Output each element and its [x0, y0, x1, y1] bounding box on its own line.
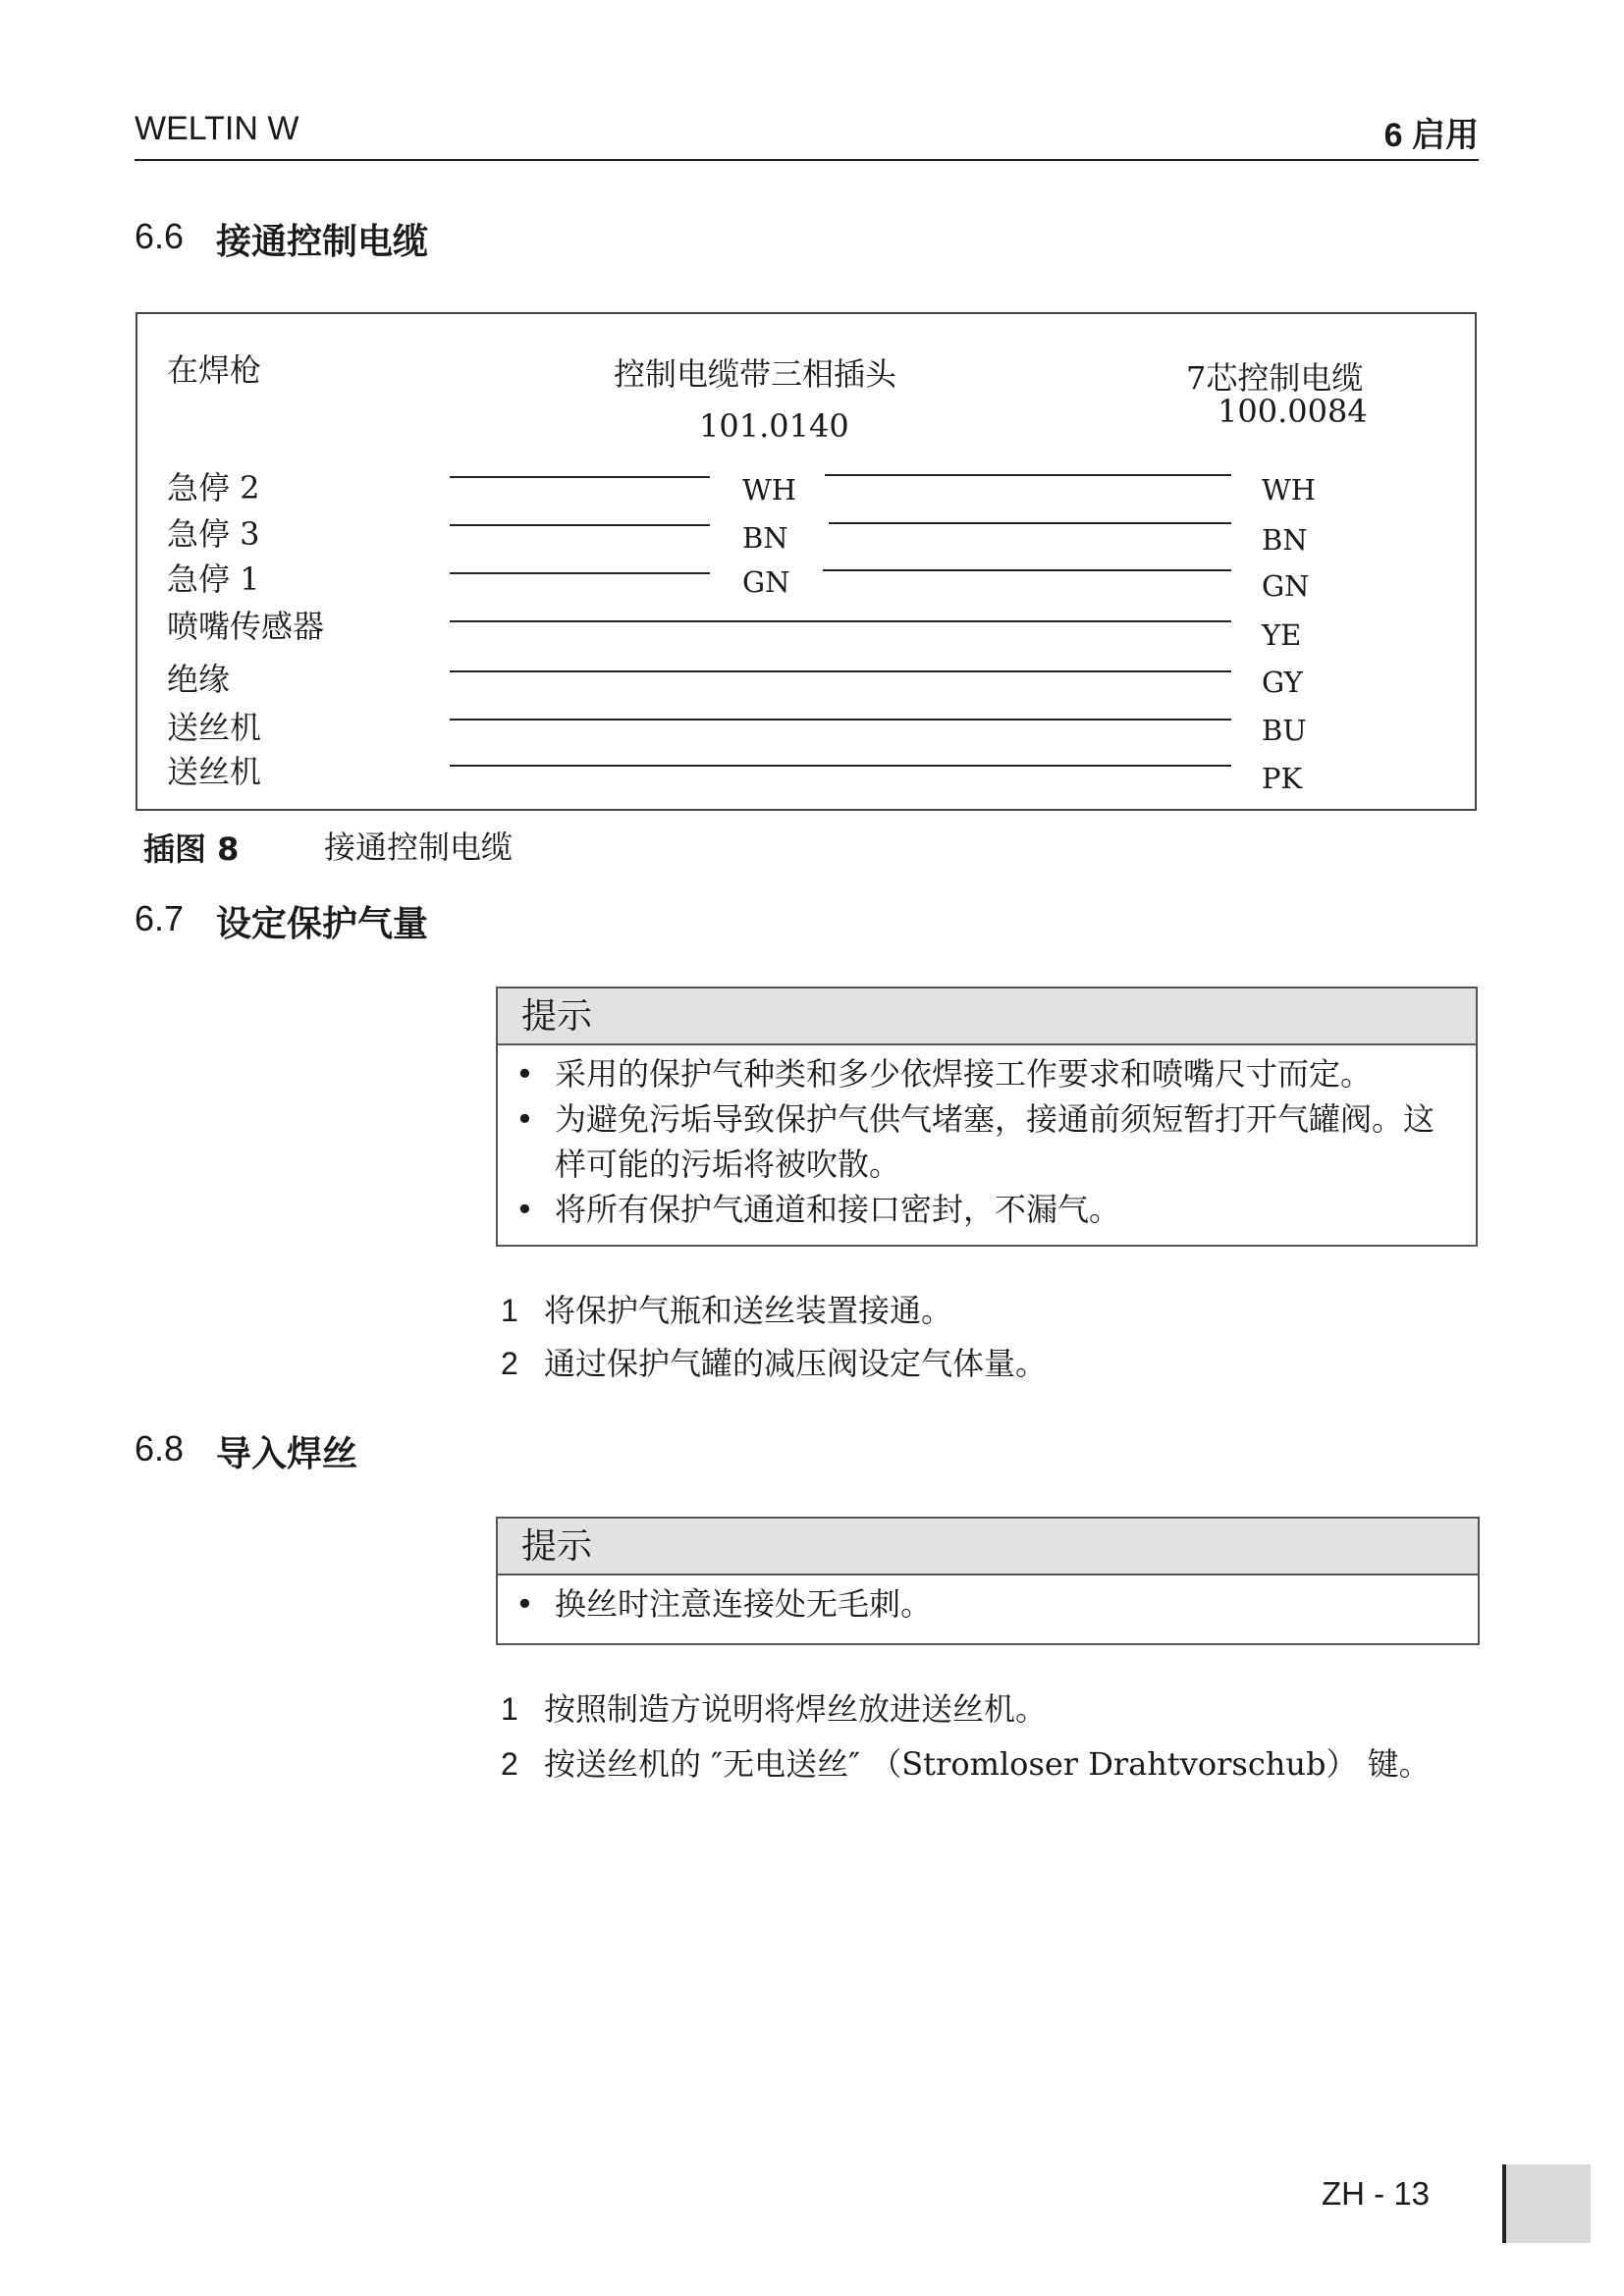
wire-6 — [450, 765, 1231, 767]
figure-caption-label: 插图 8 — [143, 830, 240, 868]
section-6-7-title: 设定保护气量 — [216, 904, 429, 944]
figure-caption-text: 接通控制电缆 — [324, 828, 514, 866]
note-box-wire — [496, 1517, 1480, 1645]
left-label-5: 送丝机 — [167, 709, 262, 746]
note-item: • 换丝时注意连接处无毛刺。 — [515, 1585, 933, 1623]
step-item: 2 通过保护气罐的减压阀设定气体量。 — [501, 1345, 1048, 1382]
figure-right-part: 100.0084 — [1218, 393, 1368, 430]
page-tab — [1502, 2164, 1591, 2243]
left-label-4: 绝缘 — [167, 661, 231, 698]
left-label-2: 急停 1 — [167, 561, 260, 598]
right-code-4: GY — [1262, 666, 1303, 699]
note-item: • 将所有保护气通道和接口密封，不漏气。 — [515, 1191, 1121, 1228]
right-code-2: GN — [1262, 569, 1310, 603]
figure-mid-part: 101.0140 — [699, 407, 849, 445]
note-item: • 采用的保护气种类和多少依焊接工作要求和喷嘴尺寸而定。 — [515, 1055, 1373, 1093]
section-6-8-number: 6.8 — [135, 1428, 185, 1468]
left-label-1: 急停 3 — [167, 515, 260, 553]
note-title: 提示 — [498, 988, 1476, 1045]
wire-3 — [450, 620, 1231, 622]
mid-code-1: BN — [742, 521, 788, 555]
note-title: 提示 — [498, 1519, 1478, 1575]
figure-left-header: 在焊枪 — [167, 351, 262, 389]
right-code-3: YE — [1262, 618, 1302, 652]
wire-right-1 — [829, 522, 1231, 524]
left-label-3: 喷嘴传感器 — [167, 608, 325, 645]
section-6-6-number: 6.6 — [135, 216, 185, 256]
step-item: 1 将保护气瓶和送丝装置接通。 — [501, 1292, 953, 1329]
header-left: WELTIN W — [135, 110, 299, 147]
header-right: 6 启用 — [1383, 117, 1479, 154]
wire-left-0 — [450, 476, 710, 478]
wire-left-1 — [450, 524, 710, 526]
section-6-6-title: 接通控制电缆 — [216, 222, 429, 262]
section-6-7-number: 6.7 — [135, 898, 185, 938]
right-code-1: BN — [1262, 523, 1308, 557]
wire-right-0 — [825, 474, 1231, 476]
right-code-5: BU — [1262, 714, 1307, 747]
header-rule — [135, 159, 1479, 161]
wire-left-2 — [450, 572, 710, 574]
wire-4 — [450, 670, 1231, 672]
right-code-6: PK — [1262, 762, 1303, 795]
mid-code-0: WH — [742, 473, 797, 507]
right-code-0: WH — [1262, 473, 1317, 507]
figure-mid-header: 控制电缆带三相插头 — [614, 355, 897, 393]
mid-code-2: GN — [742, 565, 790, 599]
wire-right-2 — [823, 569, 1231, 571]
note-box-gas — [496, 987, 1478, 1247]
figure-right-header: 7芯控制电缆 — [1186, 359, 1364, 397]
page-number: ZH - 13 — [1322, 2175, 1431, 2212]
left-label-6: 送丝机 — [167, 753, 262, 790]
step-item: 1 按照制造方说明将焊丝放进送丝机。 — [501, 1690, 1048, 1728]
note-item: • 为避免污垢导致保护气供气堵塞，接通前须短暂打开气罐阀。这样可能的污垢将被吹散。 — [515, 1100, 1435, 1183]
step-item: 2 按送丝机的 ″无电送丝″ （Stromloser Drahtvorschub） 键。 — [501, 1745, 1431, 1783]
section-6-8-title: 导入焊丝 — [216, 1434, 358, 1474]
wire-5 — [450, 719, 1231, 721]
left-label-0: 急停 2 — [167, 469, 260, 507]
